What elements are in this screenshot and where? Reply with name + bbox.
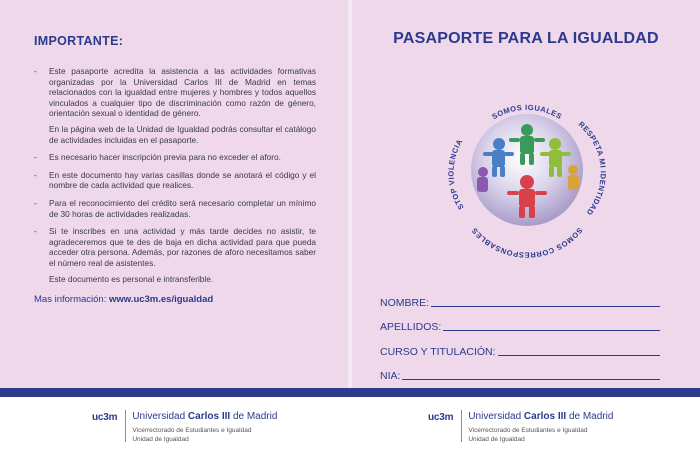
svg-text:STOP VIOLENCIA xyxy=(447,137,466,211)
info-item-5: - Para el reconocimiento del crédito será necesario completar un mínimo de 30 horas de actividades realizadas. xyxy=(34,198,316,219)
nia-label: NIA: xyxy=(380,370,401,382)
vicerrectorado-line: Vicerrectorado de Estudiantes e Igualdad xyxy=(468,427,588,434)
footer-right xyxy=(428,410,613,444)
info-item-4: - En este documento hay varias casillas donde se anotará el código y el nombre de cada actividad que realices. xyxy=(34,170,316,191)
info-list xyxy=(34,66,316,284)
right-panel xyxy=(352,0,700,390)
passport-title: PASAPORTE PARA LA IGUALDAD xyxy=(393,30,659,47)
svg-text:SOMOS CORRESPONSABLES xyxy=(470,226,585,258)
ring-text-right: RESPETA MI IDENTIDAD xyxy=(576,119,608,218)
course-label: CURSO Y TITULACIÓN: xyxy=(380,345,496,358)
footer-left xyxy=(92,410,277,444)
nia-line xyxy=(402,379,660,380)
surname-line xyxy=(443,330,660,331)
more-info xyxy=(34,294,316,305)
info-item-7: Este documento es personal e intransferible. xyxy=(49,273,214,284)
uc3m-logo: uc3m xyxy=(428,412,454,423)
logo-separator xyxy=(461,410,462,442)
surname-field[interactable] xyxy=(380,309,660,334)
footer-text-left xyxy=(132,410,277,444)
vicerrectorado-line: Vicerrectorado de Estudiantes e Igualdad xyxy=(132,427,252,434)
equality-emblem xyxy=(427,78,627,258)
footer-text-right xyxy=(468,410,613,444)
important-title: IMPORTANTE: xyxy=(34,34,124,48)
nia-field[interactable] xyxy=(380,358,660,383)
more-info-link[interactable]: www.uc3m.es/igualdad xyxy=(108,294,214,306)
name-line xyxy=(431,306,660,307)
name-label: NOMBRE: xyxy=(380,296,430,309)
logo-separator xyxy=(125,410,126,442)
more-info-label: Mas información: xyxy=(34,294,107,306)
unidad-line: Unidad de Igualdad xyxy=(468,436,525,443)
name-field[interactable] xyxy=(380,284,660,309)
info-item-2: En la página web de la Unidad de Igualdad podrás consultar el catálogo de actividades incluidas en el pasaporte. xyxy=(49,123,316,145)
info-item-6: - Si te inscribes en una actividad y más tarde decides no asistir, te agradeceremos que te des de baja en dicha actividad para que pueda acceder otra persona. Además, por razones de aforo necesitamos saber el número real de asistentes. xyxy=(34,226,316,268)
personal-data-form xyxy=(380,284,660,382)
surname-label: APELLIDOS: xyxy=(380,321,442,333)
ring-text-top: SOMOS IGUALES xyxy=(490,102,564,122)
unidad-line: Unidad de Igualdad xyxy=(132,436,189,443)
uc3m-logo: uc3m xyxy=(92,412,118,423)
info-item-3: - Es necesario hacer inscripción previa para no exceder el aforo. xyxy=(34,152,316,163)
footer-bar xyxy=(0,388,700,397)
left-panel xyxy=(0,0,348,390)
info-item-1: - Este pasaporte acredita la asistencia a las actividades formativas organizadas por la Universidad Carlos III de Madrid en temas relacionados con la igualdad entre mujeres y hombres y todos aquellos vinculados a cualquier tipo de discriminación como razón de género, orientación sexual o identidad de género. xyxy=(34,66,316,119)
ring-text-bottom: SOMOS CORRESPONSABLES xyxy=(469,225,585,258)
university-name: Universidad Carlos III de Madrid xyxy=(468,411,614,422)
course-field[interactable] xyxy=(380,333,660,358)
ring-text-left: STOP VIOLENCIA xyxy=(446,137,466,212)
university-name: Universidad Carlos III de Madrid xyxy=(132,411,278,422)
course-line xyxy=(498,355,660,356)
